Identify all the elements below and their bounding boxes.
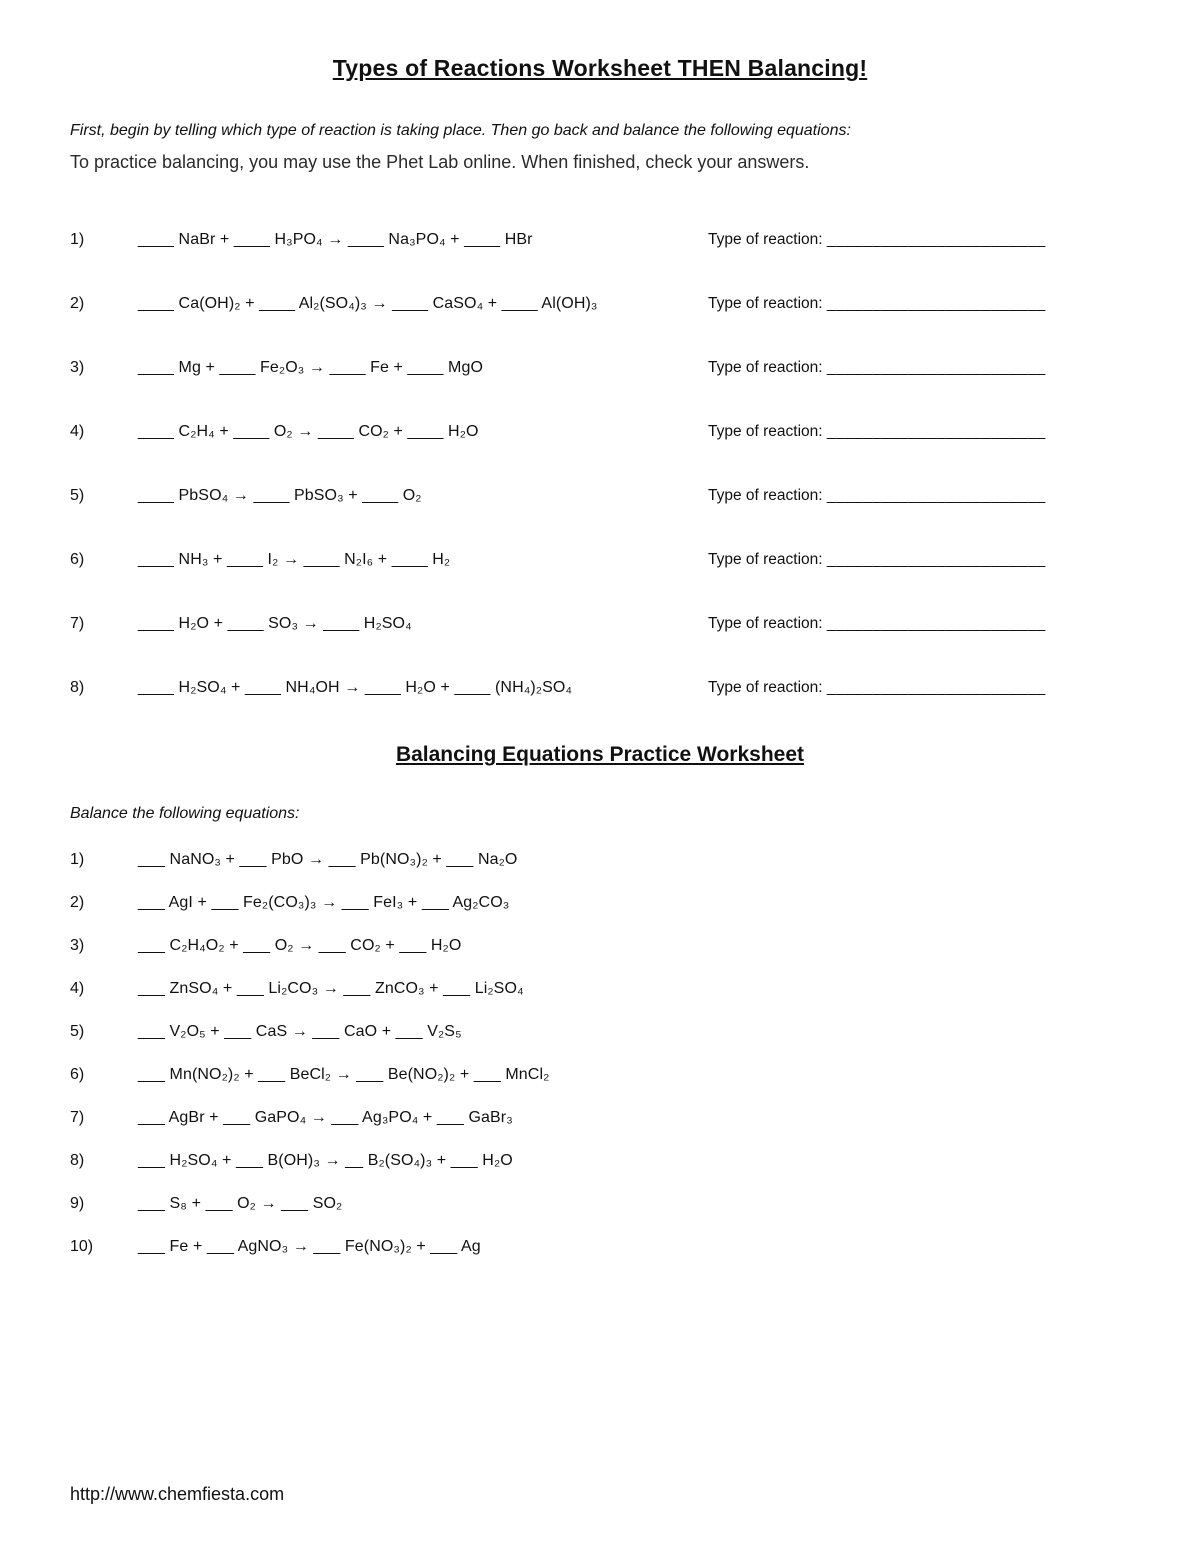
page-title: Types of Reactions Worksheet THEN Balancing!: [332, 55, 868, 81]
type-of-reaction-blank: ________________________: [826, 423, 1046, 440]
type-of-reaction-label: Type of reaction:: [708, 359, 823, 376]
type-of-reaction-cell: [708, 615, 1130, 633]
type-of-reaction-cell: [708, 359, 1130, 377]
type-of-reaction-label: Type of reaction:: [708, 423, 823, 440]
row-number: 8): [70, 1152, 85, 1169]
row-number: 1): [70, 231, 85, 248]
type-of-reaction-cell: [708, 551, 1130, 569]
type-of-reaction-blank: ________________________: [826, 551, 1046, 568]
type-of-reaction-blank: ________________________: [826, 487, 1046, 504]
equation-text: ____ Mg + ____ Fe₂O₃ → ____ Fe + ____ MgO: [138, 359, 484, 376]
reaction-row: [70, 295, 1130, 313]
reaction-row: [70, 423, 1130, 441]
intro-instructions-italic: First, begin by telling which type of reaction is taking place. Then go back and balance the following equations:: [70, 122, 851, 139]
balancing-row: [70, 980, 1130, 998]
row-number: 7): [70, 1109, 85, 1126]
balancing-row: [70, 894, 1130, 912]
balancing-instructions: Balance the following equations:: [70, 805, 300, 822]
balancing-row: [70, 937, 1130, 955]
type-of-reaction-label: Type of reaction:: [708, 551, 823, 568]
reaction-row: [70, 615, 1130, 633]
type-of-reaction-cell: [708, 295, 1130, 313]
type-of-reaction-blank: ________________________: [826, 295, 1046, 312]
equation-text: ____ C₂H₄ + ____ O₂ → ____ CO₂ + ____ H₂O: [138, 423, 479, 440]
equation-text: ____ NaBr + ____ H₃PO₄ → ____ Na₃PO₄ + ____ HBr: [138, 231, 533, 248]
balancing-row: [70, 851, 1130, 869]
balancing-equations-list: [70, 851, 1130, 1256]
equation-text: ____ H₂SO₄ + ____ NH₄OH → ____ H₂O + ____ (NH₄)₂SO₄: [138, 679, 573, 696]
row-number: 1): [70, 851, 85, 868]
type-of-reaction-blank: ________________________: [826, 679, 1046, 696]
equation-text: ___ V₂O₅ + ___ CaS → ___ CaO + ___ V₂S₅: [138, 1023, 462, 1040]
reaction-row: [70, 231, 1130, 249]
type-of-reaction-label: Type of reaction:: [708, 615, 823, 632]
equation-text: ___ C₂H₄O₂ + ___ O₂ → ___ CO₂ + ___ H₂O: [138, 937, 462, 954]
row-number: 4): [70, 423, 85, 440]
type-of-reaction-cell: [708, 487, 1130, 505]
row-number: 2): [70, 894, 85, 911]
footer-url: http://www.chemfiesta.com: [70, 1484, 285, 1504]
balancing-row: [70, 1195, 1130, 1213]
row-number: 9): [70, 1195, 85, 1212]
row-number: 5): [70, 487, 85, 504]
equation-text: ___ ZnSO₄ + ___ Li₂CO₃ → ___ ZnCO₃ + ___ Li₂SO₄: [138, 980, 524, 997]
reaction-row: [70, 487, 1130, 505]
equation-text: ____ PbSO₄ → ____ PbSO₃ + ____ O₂: [138, 487, 422, 504]
types-of-reactions-list: [70, 231, 1130, 697]
row-number: 10): [70, 1238, 94, 1255]
reaction-row: [70, 551, 1130, 569]
balancing-section-title: Balancing Equations Practice Worksheet: [395, 743, 805, 766]
reaction-row: [70, 679, 1130, 697]
balancing-row: [70, 1152, 1130, 1170]
equation-text: ___ H₂SO₄ + ___ B(OH)₃ → __ B₂(SO₄)₃ + ___ H₂O: [138, 1152, 513, 1169]
row-number: 3): [70, 937, 85, 954]
reaction-row: [70, 359, 1130, 377]
type-of-reaction-label: Type of reaction:: [708, 295, 823, 312]
row-number: 2): [70, 295, 85, 312]
type-of-reaction-label: Type of reaction:: [708, 679, 823, 696]
equation-text: ___ AgI + ___ Fe₂(CO₃)₃ → ___ FeI₃ + ___ Ag₂CO₃: [138, 894, 510, 911]
row-number: 3): [70, 359, 85, 376]
type-of-reaction-label: Type of reaction:: [708, 231, 823, 248]
equation-text: ____ NH₃ + ____ I₂ → ____ N₂I₆ + ____ H₂: [138, 551, 451, 568]
row-number: 6): [70, 1066, 85, 1083]
intro-instructions-plain: To practice balancing, you may use the Phet Lab online. When finished, check your answers.: [70, 152, 810, 172]
type-of-reaction-cell: [708, 679, 1130, 697]
type-of-reaction-cell: [708, 231, 1130, 249]
balancing-row: [70, 1023, 1130, 1041]
type-of-reaction-blank: ________________________: [826, 359, 1046, 376]
equation-text: ____ Ca(OH)₂ + ____ Al₂(SO₄)₃ → ____ CaSO₄ + ____ Al(OH)₃: [138, 295, 598, 312]
equation-text: ____ H₂O + ____ SO₃ → ____ H₂SO₄: [138, 615, 412, 632]
row-number: 6): [70, 551, 85, 568]
type-of-reaction-label: Type of reaction:: [708, 487, 823, 504]
row-number: 5): [70, 1023, 85, 1040]
balancing-row: [70, 1109, 1130, 1127]
type-of-reaction-blank: ________________________: [826, 231, 1046, 248]
type-of-reaction-cell: [708, 423, 1130, 441]
equation-text: ___ Fe + ___ AgNO₃ → ___ Fe(NO₃)₂ + ___ Ag: [138, 1238, 481, 1255]
row-number: 4): [70, 980, 85, 997]
equation-text: ___ NaNO₃ + ___ PbO → ___ Pb(NO₃)₂ + ___ Na₂O: [138, 851, 518, 868]
row-number: 7): [70, 615, 85, 632]
balancing-row: [70, 1066, 1130, 1084]
equation-text: ___ S₈ + ___ O₂ → ___ SO₂: [138, 1195, 343, 1212]
row-number: 8): [70, 679, 85, 696]
balancing-row: [70, 1238, 1130, 1256]
type-of-reaction-blank: ________________________: [826, 615, 1046, 632]
equation-text: ___ Mn(NO₂)₂ + ___ BeCl₂ → ___ Be(NO₂)₂ + ___ MnCl₂: [138, 1066, 550, 1083]
equation-text: ___ AgBr + ___ GaPO₄ → ___ Ag₃PO₄ + ___ GaBr₃: [138, 1109, 513, 1126]
